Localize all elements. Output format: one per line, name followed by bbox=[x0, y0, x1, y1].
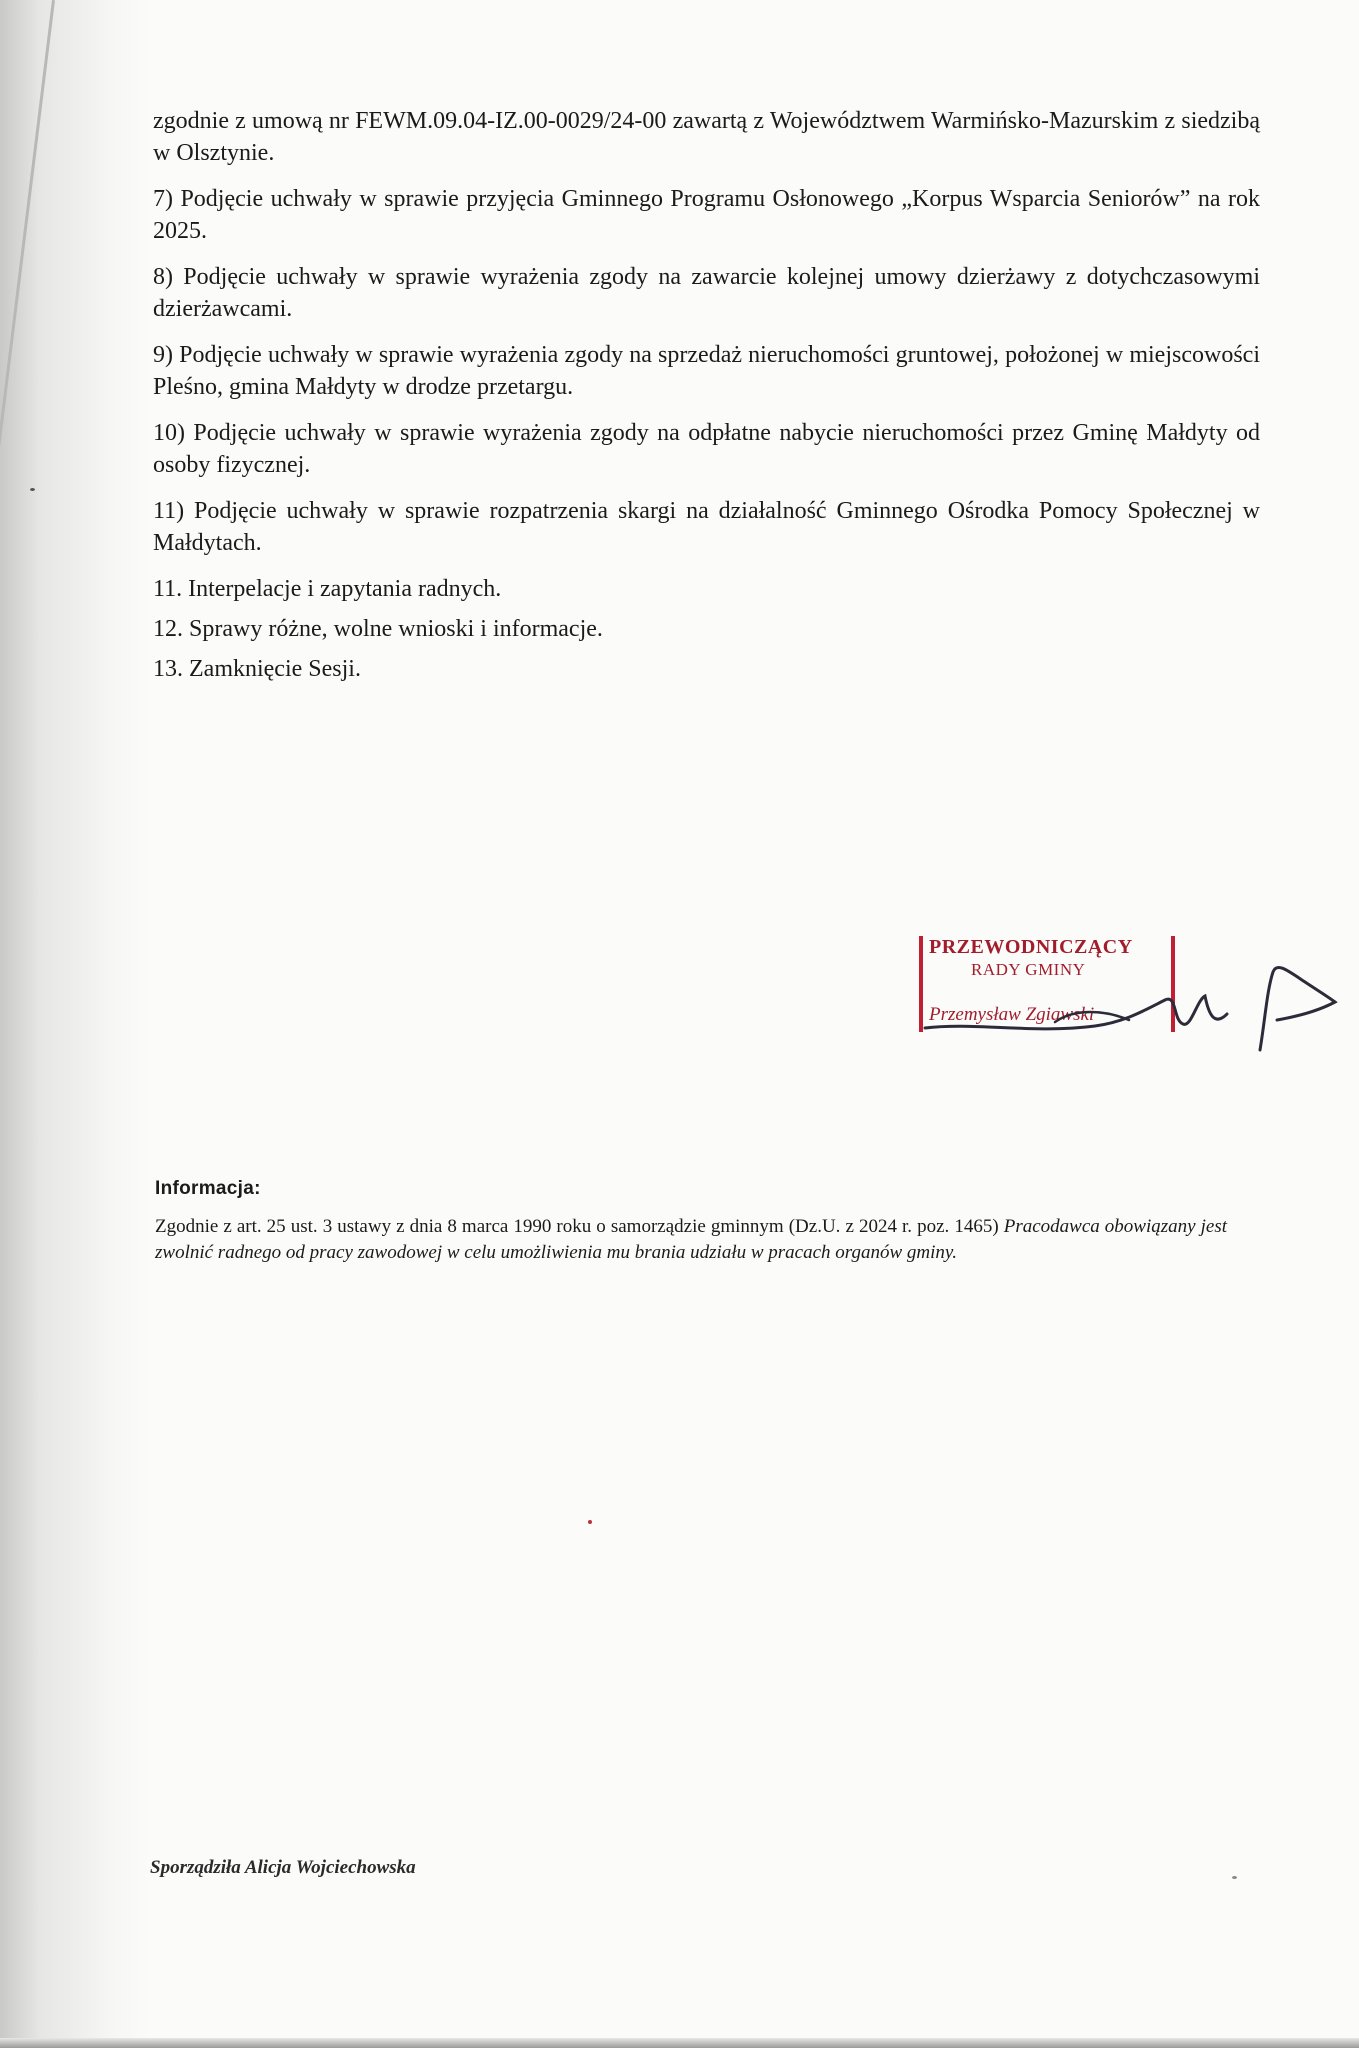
agenda-item-10: 10) Podjęcie uchwały w sprawie wyrażenia zgody na odpłatne nabycie nieruchomości przez Gminę Małdyty od osoby fizycznej. bbox=[153, 420, 1260, 478]
handwritten-signature bbox=[915, 930, 1345, 1070]
scan-speck bbox=[30, 488, 35, 491]
information-employer-duty: Pracodawca obowiązany jest zwolnić radnego od pracy zawodowej w celu umożliwienia mu brania udziału w pracach organów gminy. bbox=[155, 1216, 1228, 1263]
agenda-point-13: 13. Zamknięcie Sesji. bbox=[153, 656, 361, 682]
scan-edge-shadow bbox=[0, 0, 150, 2048]
information-text bbox=[155, 1214, 1227, 1266]
agenda-point-12: 12. Sprawy różne, wolne wnioski i informacje. bbox=[153, 616, 603, 642]
chairman-stamp-and-signature bbox=[915, 930, 1345, 1070]
stamp-title: PRZEWODNICZĄCY bbox=[929, 936, 1133, 958]
scan-speck bbox=[588, 1520, 592, 1524]
agenda-item-7: 7) Podjęcie uchwały w sprawie przyjęcia Gminnego Programu Osłonowego „Korpus Wsparcia Seniorów” na rok 2025. bbox=[153, 186, 1260, 244]
continuation-paragraph: zgodnie z umową nr FEWM.09.04-IZ.00-0029/24-00 zawartą z Województwem Warmińsko-Mazurskim z siedzibą w Olsztynie. bbox=[153, 108, 1260, 166]
information-section bbox=[155, 1178, 1227, 1266]
prepared-by: Sporządziła Alicja Wojciechowska bbox=[150, 1857, 416, 1878]
information-legal-basis: Zgodnie z art. 25 ust. 3 ustawy z dnia 8 marca 1990 roku o samorządzie gminnym (Dz.U. z 2024 r. poz. 1465) bbox=[155, 1216, 999, 1237]
agenda-point-11: 11. Interpelacje i zapytania radnych. bbox=[153, 576, 502, 602]
scan-speck bbox=[1232, 1876, 1237, 1879]
information-title: Informacja: bbox=[155, 1178, 261, 1199]
agenda-item-9: 9) Podjęcie uchwały w sprawie wyrażenia zgody na sprzedaż nieruchomości gruntowej, położonej w miejscowości Pleśno, gmina Małdyty w drodze przetargu. bbox=[153, 342, 1260, 400]
agenda-content bbox=[153, 105, 1260, 693]
stamp-name: Przemysław Zgiawski bbox=[929, 1004, 1095, 1025]
stamp-subtitle: RADY GMINY bbox=[971, 960, 1086, 979]
agenda-item-8: 8) Podjęcie uchwały w sprawie wyrażenia zgody na zawarcie kolejnej umowy dzierżawy z dotychczasowymi dzierżawcami. bbox=[153, 264, 1260, 322]
agenda-item-11-sub: 11) Podjęcie uchwały w sprawie rozpatrzenia skargi na działalność Gminnego Ośrodka Pomocy Społecznej w Małdytach. bbox=[153, 498, 1260, 556]
scan-bottom-edge bbox=[0, 2038, 1359, 2048]
